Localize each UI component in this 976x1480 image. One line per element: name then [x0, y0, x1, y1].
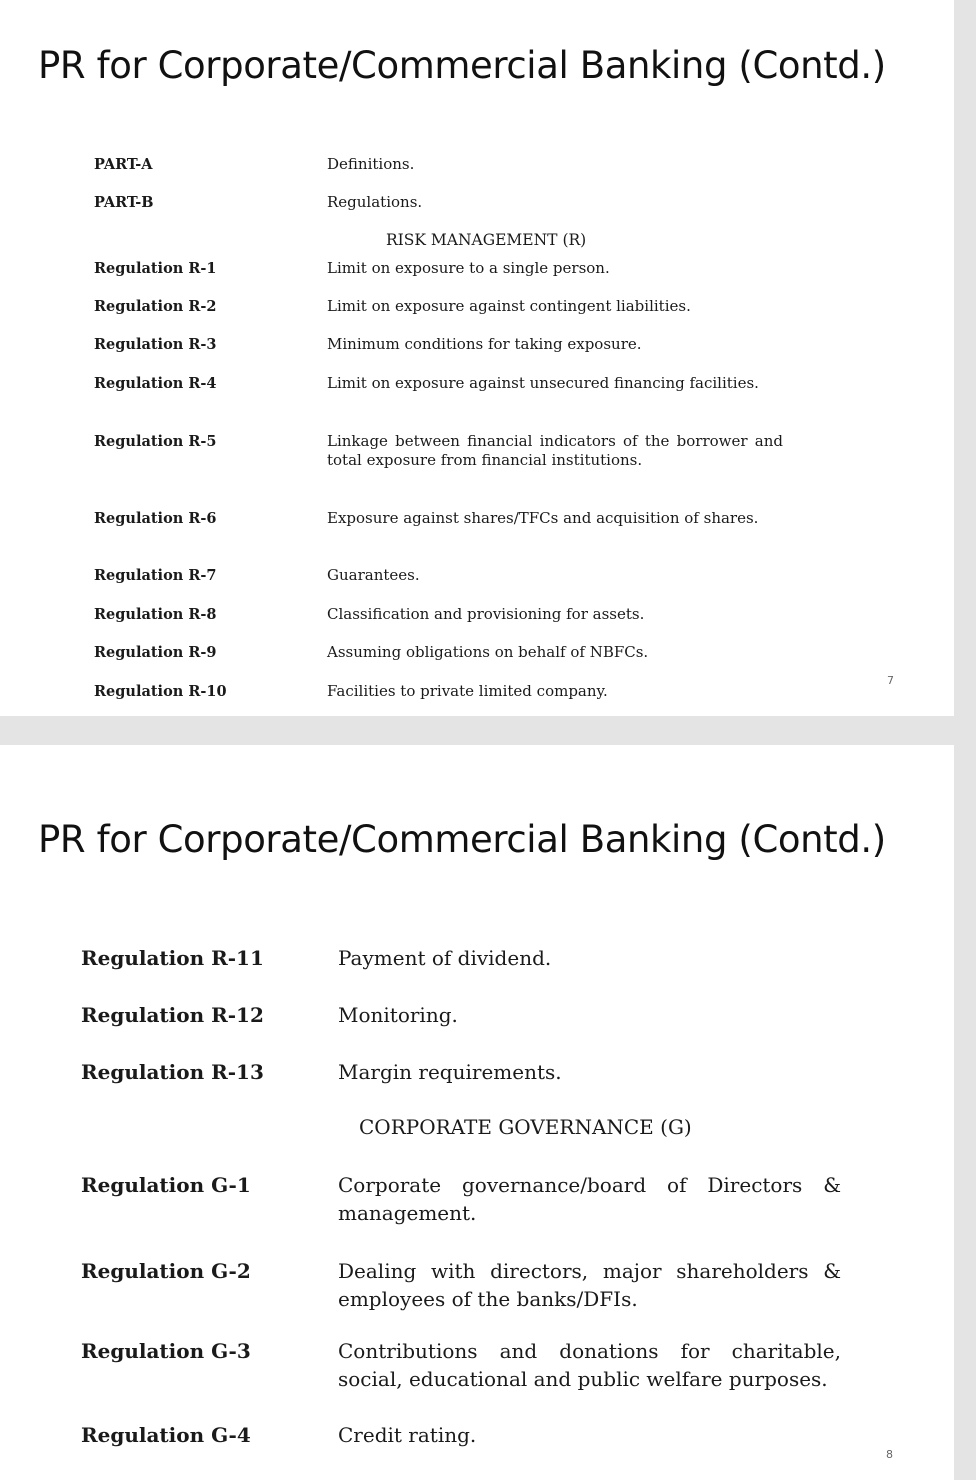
page-number: 7: [887, 674, 894, 687]
regulation-description: Assuming obligations on behalf of NBFCs.: [327, 643, 649, 661]
regulation-description: Corporate governance/board of Directors & management.: [338, 1173, 841, 1225]
regulation-description: Exposure against shares/TFCs and acquisition of shares.: [327, 509, 759, 527]
regulation-label: Regulation R-5: [94, 433, 217, 450]
part-description: Regulations.: [327, 193, 423, 211]
regulation-description: Linkage between financial indicators of the borrower and total exposure from financial institutions.: [327, 432, 783, 469]
regulation-label: Regulation G-1: [81, 1173, 251, 1197]
slide-7: [0, 0, 954, 716]
slide-title: PR for Corporate/Commercial Banking (Contd.): [38, 818, 886, 861]
regulation-description: Margin requirements.: [338, 1060, 562, 1084]
regulation-description: Limit on exposure against contingent liabilities.: [327, 297, 691, 315]
page-number: 8: [886, 1448, 893, 1461]
section-heading-corporate-governance: CORPORATE GOVERNANCE (G): [359, 1115, 692, 1139]
regulation-description: Contributions and donations for charitable, social, educational and public welfare purposes.: [338, 1339, 841, 1391]
regulation-label: Regulation R-8: [94, 606, 217, 623]
regulation-description: Facilities to private limited company.: [327, 682, 608, 700]
part-description: Definitions.: [327, 155, 415, 173]
regulation-label: Regulation R-3: [94, 336, 217, 353]
regulation-label: Regulation R-11: [81, 946, 264, 970]
regulation-label: Regulation R-4: [94, 375, 217, 392]
regulation-description: Monitoring.: [338, 1003, 458, 1027]
regulation-description: Credit rating.: [338, 1423, 477, 1447]
regulation-label: Regulation R-6: [94, 510, 217, 527]
part-label: PART-B: [94, 194, 154, 211]
regulation-label: Regulation R-7: [94, 567, 217, 584]
regulation-description: Dealing with directors, major shareholders & employees of the banks/DFIs.: [338, 1259, 841, 1311]
regulation-label: Regulation R-12: [81, 1003, 264, 1027]
regulation-label: Regulation G-3: [81, 1339, 251, 1363]
regulation-label: Regulation R-13: [81, 1060, 264, 1084]
slide-8: [0, 745, 954, 1480]
regulation-label: Regulation G-2: [81, 1259, 251, 1283]
regulation-description: Limit on exposure against unsecured financing facilities.: [327, 374, 759, 392]
regulation-description: Payment of dividend.: [338, 946, 552, 970]
regulation-label: Regulation R-2: [94, 298, 217, 315]
regulation-label: Regulation R-1: [94, 260, 217, 277]
section-heading-risk-management: RISK MANAGEMENT (R): [386, 231, 587, 249]
part-label: PART-A: [94, 156, 153, 173]
regulation-label: Regulation G-4: [81, 1423, 251, 1447]
regulation-description: Minimum conditions for taking exposure.: [327, 335, 642, 353]
regulation-description: Classification and provisioning for assets.: [327, 605, 645, 623]
regulation-description: Guarantees.: [327, 566, 420, 584]
regulation-description: Limit on exposure to a single person.: [327, 259, 610, 277]
regulation-label: Regulation R-9: [94, 644, 217, 661]
slide-title: PR for Corporate/Commercial Banking (Contd.): [38, 44, 886, 87]
regulation-label: Regulation R-10: [94, 683, 227, 700]
